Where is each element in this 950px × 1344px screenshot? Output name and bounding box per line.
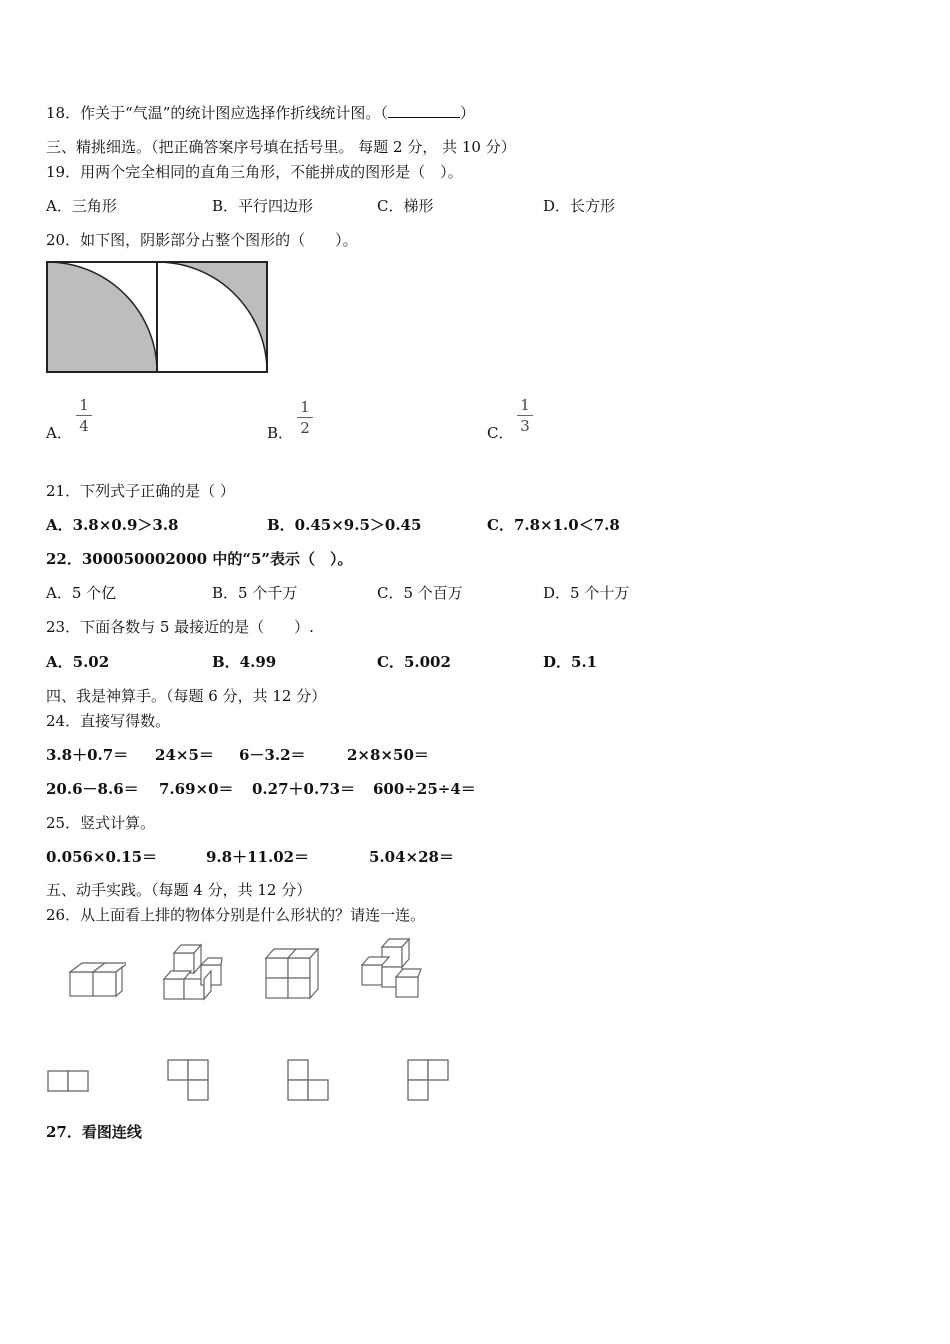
q23-option-d[interactable]: D．5.1 xyxy=(543,653,598,671)
q26-cube-structure-3[interactable] xyxy=(262,944,322,1002)
q26-cube-structure-1[interactable] xyxy=(66,954,126,1000)
q24-item-6: 7.69×0＝ xyxy=(159,780,234,798)
q23-option-b[interactable]: B．4.99 xyxy=(212,653,277,671)
q26-cube-structure-4[interactable] xyxy=(356,935,426,1001)
q26-top-view-4[interactable] xyxy=(406,1058,452,1104)
q20-option-a-numerator: 1 xyxy=(79,396,89,414)
q21-option-c[interactable]: C．7.8×1.0＜7.8 xyxy=(487,516,620,534)
fraction-bar xyxy=(517,415,533,416)
q20-text: 20．如下图，阴影部分占整个图形的（ ）。 xyxy=(46,231,358,249)
q26-cube-structure-2[interactable] xyxy=(160,941,226,1003)
q22-option-d[interactable]: D．5 个十万 xyxy=(543,584,630,602)
section-3-title: 三、精挑细选。（把正确答案序号填在括号里。 每题 2 分， 共 10 分） xyxy=(46,138,516,156)
q24-text: 24．直接写得数。 xyxy=(46,712,171,730)
q19-option-c[interactable]: C．梯形 xyxy=(377,197,434,215)
q24-item-5: 20.6－8.6＝ xyxy=(46,780,139,798)
q24-item-2: 24×5＝ xyxy=(155,746,214,764)
q20-option-c-numerator: 1 xyxy=(520,396,530,414)
q18-text: 18．作关于“气温”的统计图应选择作折线统计图。（ xyxy=(46,104,388,122)
q20-option-a-label[interactable]: A． xyxy=(46,424,72,442)
q22-text: 22．300050002000 中的“5”表示（ ）。 xyxy=(46,550,353,568)
q25-text: 25．竖式计算。 xyxy=(46,814,156,832)
q26-text: 26．从上面看上排的物体分别是什么形状的？请连一连。 xyxy=(46,906,426,924)
q24-item-3: 6－3.2＝ xyxy=(239,746,306,764)
q26-top-view-2[interactable] xyxy=(166,1058,212,1104)
q18-line xyxy=(46,103,475,123)
q22-option-c[interactable]: C．5 个百万 xyxy=(377,584,463,602)
q22-option-a[interactable]: A．5 个亿 xyxy=(46,584,117,602)
q24-item-8: 600÷25÷4＝ xyxy=(373,780,476,798)
q26-top-view-3[interactable] xyxy=(286,1058,332,1104)
q26-top-view-1[interactable] xyxy=(46,1068,92,1094)
q20-option-b-denominator: 2 xyxy=(300,419,310,437)
q20-option-a-denominator: 4 xyxy=(79,417,89,435)
q24-item-7: 0.27＋0.73＝ xyxy=(252,780,356,798)
q23-option-a[interactable]: A．5.02 xyxy=(46,653,110,671)
q20-option-a-fraction[interactable] xyxy=(76,397,92,434)
section-4-title: 四、我是神算手。（每题 6 分，共 12 分） xyxy=(46,687,327,705)
q19-option-d[interactable]: D．长方形 xyxy=(543,197,616,215)
q24-item-1: 3.8＋0.7＝ xyxy=(46,746,129,764)
q19-text: 19．用两个完全相同的直角三角形，不能拼成的图形是（ ）。 xyxy=(46,163,463,181)
q21-option-b[interactable]: B．0.45×9.5＞0.45 xyxy=(267,516,422,534)
q25-item-2: 9.8＋11.02＝ xyxy=(206,848,310,866)
q25-item-1: 0.056×0.15＝ xyxy=(46,848,158,866)
q20-option-b-fraction[interactable] xyxy=(297,399,313,436)
q18-close: ） xyxy=(459,104,475,122)
q23-option-c[interactable]: C．5.002 xyxy=(377,653,451,671)
q20-option-b-label[interactable]: B． xyxy=(267,424,294,442)
q18-answer-blank[interactable] xyxy=(388,103,460,118)
q19-option-b[interactable]: B．平行四边形 xyxy=(212,197,314,215)
fraction-bar xyxy=(76,415,92,416)
section-5-title: 五、动手实践。（每题 4 分，共 12 分） xyxy=(46,881,312,899)
q22-option-b[interactable]: B．5 个千万 xyxy=(212,584,298,602)
q20-option-c-denominator: 3 xyxy=(520,417,530,435)
q23-text: 23．下面各数与 5 最接近的是（ ）. xyxy=(46,618,314,636)
q20-option-c-fraction[interactable] xyxy=(517,397,533,434)
q20-option-b-numerator: 1 xyxy=(300,398,310,416)
fraction-bar xyxy=(297,417,313,418)
q27-text: 27．看图连线 xyxy=(46,1123,142,1141)
q20-option-c-label[interactable]: C． xyxy=(487,424,514,442)
q21-option-a[interactable]: A．3.8×0.9＞3.8 xyxy=(46,516,179,534)
q20-figure xyxy=(46,261,270,374)
q19-option-a[interactable]: A．三角形 xyxy=(46,197,117,215)
q21-text: 21．下列式子正确的是（ ） xyxy=(46,482,235,500)
q24-item-4: 2×8×50＝ xyxy=(347,746,429,764)
q25-item-3: 5.04×28＝ xyxy=(369,848,454,866)
